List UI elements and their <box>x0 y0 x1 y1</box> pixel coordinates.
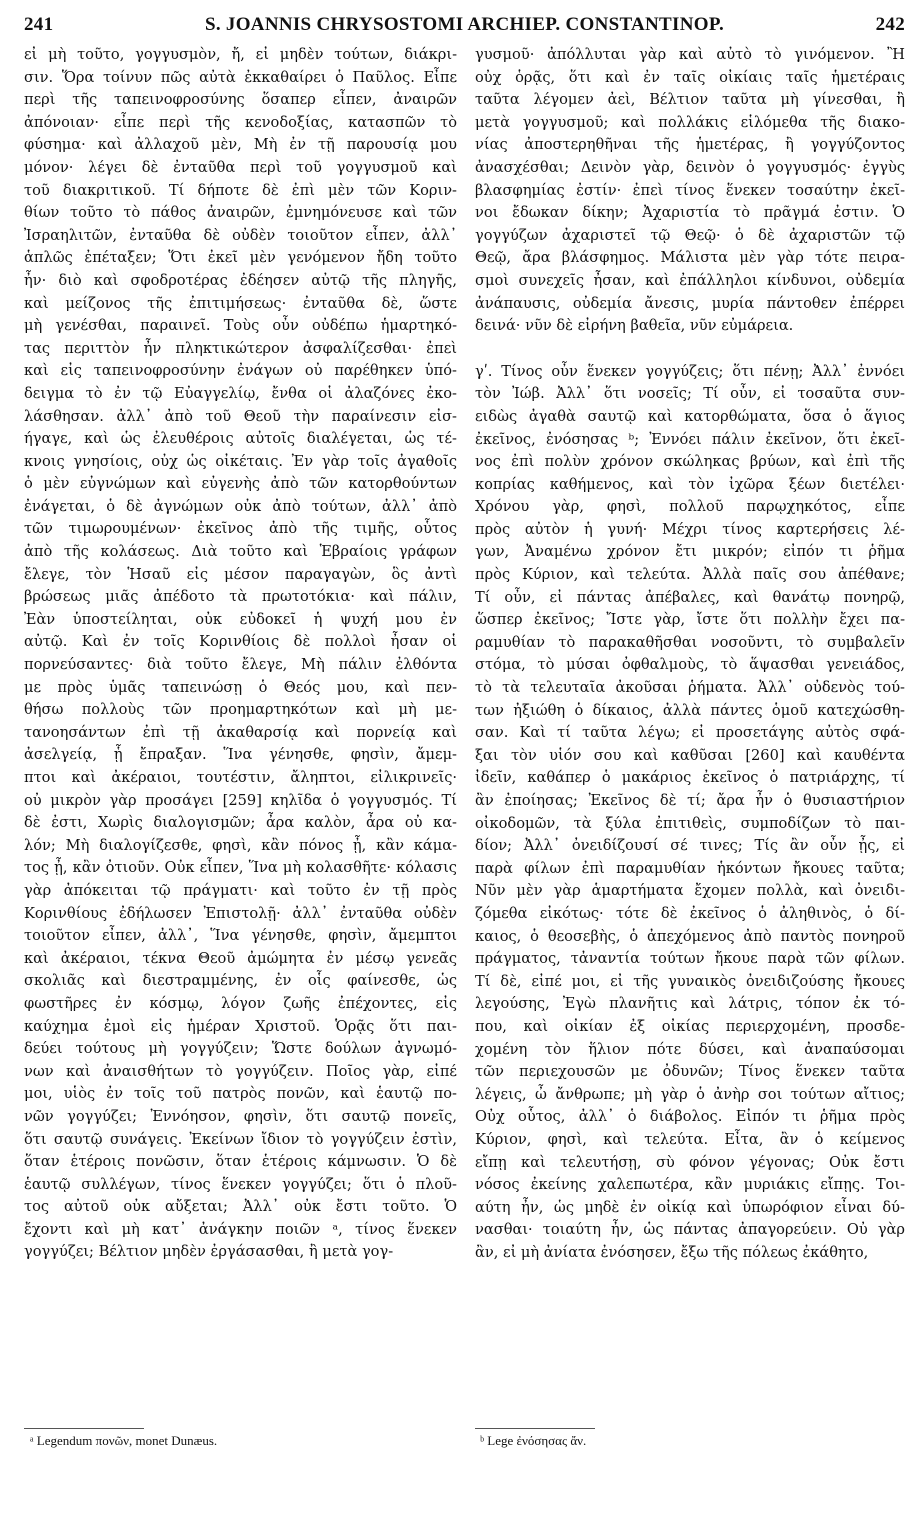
text-line: Τί δὲ, εἰπέ μοι, εἰ τῆς γυναικὸς ὀνειδιζούσης ἤκουες <box>475 972 905 990</box>
text-line: νῶν γογγύζει; Ἐννόησον, φησὶν, ὅτι σαυτῷ πονεῖς, <box>24 1107 457 1125</box>
text-line: γυσμοῦ· ἀπόλλυται γὰρ καὶ αὐτὸ τὸ γινόμενον. Ἢ <box>475 46 905 63</box>
text-line: τος αὐτοῦ οὐκ αὔξεται; Ἀλλ᾽ οὐκ ἔστι τοῦτο. Ὁ <box>24 1198 457 1216</box>
text-line: μοι, υἱὸς ἐν τοῖς τοῦ πατρὸς πονῶν, καὶ ἑαυτῷ πο- <box>24 1085 457 1103</box>
text-line: Χρόνου γὰρ, φησὶ, πολλοῦ παρῳχηκότος, εἶπε <box>475 498 905 516</box>
text-line: ἔχοντι καὶ μὴ κατ᾽ ἀνάγκην ποιῶν ᵃ, τίνος ἕνεκεν <box>24 1220 457 1238</box>
text-line: ἦν· διὸ καὶ σφοδροτέρας ἐδέησεν αὐτῷ τῆς πληγῆς, <box>24 271 457 289</box>
text-line: των ἠξιώθη ὁ δίκαιος, ἀλλὰ πάντες ὁμοῦ κατεχώσθη- <box>475 701 905 719</box>
text-line: λάσθησαν. ἀλλ᾽ ἀπὸ τοῦ Θεοῦ τὴν παραίνεσιν εἰσ- <box>24 407 457 425</box>
footnote-left: ᵃ Legendum πονῶν, monet Dunæus. <box>30 1433 218 1448</box>
text-line: καιος, ὁ θεοσεβὴς, ὁ ἀπεχόμενος ἀπὸ παντὸς πονηροῦ <box>475 927 905 945</box>
text-line: Κορινθίους ἐδήλωσεν Ἐπιστολῇ· ἀλλ᾽ ἐνταῦθα οὐδὲν <box>24 904 457 922</box>
text-line: βρώσεως μιᾶς ἀπέδοτο τὰ πρωτοτόκια· καὶ πάλιν, <box>24 588 457 606</box>
text-line: πορνεύσαντες· διὰ τοῦτο ἔλεγε, Μὴ πάλιν ἐλθόντα <box>24 656 457 674</box>
text-line: τας περιττὸν ἦν πληκτικώτερον ἀσφαλίζεσθαι· ἐπεὶ <box>24 339 457 357</box>
text-line: ὅτι σαυτῷ συνάγεις. Ἐκείνων ἴδιον τὸ γογγύζειν ἐστὶν, <box>24 1130 457 1148</box>
page-number-right: 242 <box>875 14 905 35</box>
text-line: Ἐὰν ὑποστείληται, οὐκ εὐδοκεῖ ἡ ψυχή μου ἐν <box>24 610 457 628</box>
text-line: Κύριον, φησὶ, καὶ τελεύτα. Εἶτα, ἂν ὁ κείμενος <box>475 1130 905 1148</box>
text-line: μὴ γενέσθαι, παραινεῖ. Τοὺς οὖν οὐδέπω ἡμαρτηκό- <box>24 317 457 335</box>
text-line: πρὸς Κύριον, καὶ τελεύτα. Ἀλλὰ παῖς σου ἀπέθανε; <box>475 566 905 584</box>
text-line: ὅταν ἑτέροις πονῶσιν, ὅταν ἑτέροις κάμνωσιν. Ὁ δὲ <box>24 1153 457 1171</box>
running-header <box>24 14 905 44</box>
text-line: μόνον· λέγει δὲ ἐνταῦθα περὶ τοῦ γογγυσμοῦ καὶ <box>24 158 457 176</box>
text-line: σμοὶ συνεχεῖς ἦσαν, καὶ ἐπάλληλοι κίνδυνοι, οὐδεμία <box>475 271 905 289</box>
text-line: οὐχ ὁρᾷς, ὅτι καὶ ἐν ταῖς οἰκίαις ταῖς ἡμετέραις <box>475 68 905 86</box>
text-line: ταῦτα λέγομεν ἀεὶ, Βέλτιον ταῦτα μὴ γίνεσθαι, ἢ <box>475 91 905 109</box>
text-line: παρὰ φίλων ἐπὶ παραμυθίαν ἡκόντων ἤκουες ταῦτα; <box>475 859 905 877</box>
text-line: σιν. Ὅρα τοίνυν πῶς αὐτὰ ἐκκαθαίρει ὁ Παῦλος. Εἶπε <box>24 68 457 86</box>
text-line: ἀνασχέσθαι; Δεινὸν γὰρ, δεινὸν ὁ γογγυσμός· ἐγγὺς <box>475 158 905 176</box>
footnote-rule-right <box>475 1428 595 1429</box>
text-line: φύσημα· καὶ ἀλλαχοῦ μὲν, Μὴ ἐν τῇ παρουσίᾳ μου <box>24 136 457 154</box>
text-line: βλασφημίας ἐστίν· ἐπεὶ τίνος ἕνεκεν τοσαύτην ἐκεῖ- <box>475 181 905 199</box>
text-line: θήσω πολλοὺς τῶν προημαρτηκότων καὶ μὴ με- <box>24 701 457 719</box>
text-line: πράγματος, τἀναντία τούτων ἤκουε παρὰ τῶν φίλων. <box>475 950 905 968</box>
text-line: γογγύζων ἀχαριστεῖ τῷ Θεῷ· ὁ δὲ ἀχαριστῶν τῷ <box>475 226 905 244</box>
footnote-right: ᵇ Lege ἐνόσησας ἄν. <box>480 1433 587 1448</box>
text-line: ἐκεῖνος, ἐνόσησας ᵇ; Ἐννόει πάλιν ἐκεῖνον, ὅτι ἐκεῖ- <box>475 430 905 448</box>
text-line: καὶ εἰς ταπεινοφροσύνην ἐνάγων οὐ παρέθηκεν ὑπό- <box>24 362 457 380</box>
text-line: Ἰσραηλιτῶν, ἐνταῦθα δὲ οὐδὲν τοιοῦτον εἶπεν, ἀλλ᾽ <box>24 226 457 244</box>
text-line: λόν; Μὴ διαλογίζεσθε, φησὶ, κἂν πόνος ᾖ, κἂν κάμα- <box>24 836 457 854</box>
text-line: ξαι τὸν υἱόν σου καὶ καθῦσαι [260] καὶ καυθέντα <box>475 746 905 764</box>
text-line: που, καὶ οἰκίαν ἐξ οἰκίας περιερχομένη, προσδε- <box>475 1017 905 1035</box>
footnote-rule-left <box>24 1428 144 1429</box>
text-line: τος ᾖ, κἂν ὀτιοῦν. Οὐκ εἶπεν, Ἵνα μὴ κολασθῆτε· κόλασις <box>24 859 457 877</box>
text-line: ὁ μὲν εὐγνώμων καὶ εὐγενὴς ἀπὸ τῶν κατορθούντων <box>24 475 457 493</box>
text-line: ραμυθίαν τὸ παρακαθῆσθαι νοσοῦντι, τὸ συμβαλεῖν <box>475 633 905 651</box>
text-line: καὶ ἀκέραιοι, τέκνα Θεοῦ ἀμώμητα ἐν μέσῳ γενεᾶς <box>24 949 457 967</box>
text-line: ὥσπερ ἐκεῖνος; Ἴστε γὰρ, ἴστε ὅτι πολλὴν ἔχει πα- <box>475 611 905 629</box>
text-line: δίον; Ἀλλ᾽ ὀνειδίζουσί σέ τινες; Τίς ἂν οὖν ᾖς, εἰ <box>475 837 905 855</box>
text-line: οὐ μικρὸν γὰρ προσάγει [259] κηλῖδα ὁ γογγυσμός. Τί <box>24 791 457 809</box>
text-line: περὶ τῆς ταπεινοφροσύνης ὅσαπερ εἶπεν, ἀναιρῶν <box>24 91 457 109</box>
left-text-column <box>24 44 457 1264</box>
text-line: γογγύζει; Βέλτιον μηδὲν ἐργάσασθαι, ἢ μετὰ γογ- <box>24 1243 394 1261</box>
text-line: σκολιᾶς καὶ διεστραμμένης, ἐν οἷς φαίνεσθε, ὡς <box>24 972 457 990</box>
text-line: ἀσελγείᾳ, ᾗ ἔπραξαν. Ἵνα γένησθε, φησὶν, ἄμεμ- <box>24 746 457 764</box>
text-line: γὰρ ἀπόκειται τῷ πράγματι· καὶ τοῦτο ἐν τῇ πρὸς <box>24 881 457 899</box>
text-line: νασθαι· τοιαύτη ἦν, ὡς πάντας ἀπαγορεύειν. Οὐ γὰρ <box>475 1221 905 1239</box>
text-line: μετὰ γογγυσμοῦ; καὶ πολλάκις εἱλόμεθα τῆς διακο- <box>475 113 905 131</box>
text-line: χομένη τὸν ἥλιον πότε δύσει, καὶ ἀναπαύσομαι <box>475 1040 905 1058</box>
text-line: καύχημα ἐμοὶ εἰς ἡμέραν Χριστοῦ. Ὁρᾷς ὅτι παι- <box>24 1017 457 1035</box>
text-line: στόμα, τὸ μύσαι ὀφθαλμοὺς, τὸ ἅψασθαι γενειάδος, <box>475 656 905 674</box>
text-line: ήγαγε, καὶ ὡς ἐλευθέροις αὐτοῖς διαλέγεται, ὡς τέ- <box>24 430 457 448</box>
text-line: τῶν τιμωρουμένων· ἐκεῖνος ἀπὸ τῆς τιμῆς, οὗτος <box>24 520 457 538</box>
text-line: πτοι καὶ ἀκέραιοι, τουτέστιν, ἄληπτοι, εἰλικρινεῖς· <box>24 769 457 786</box>
text-line: φωστῆρες ἐν κόσμῳ, λόγον ζωῆς ἐπέχοντες, εἰς <box>24 994 457 1012</box>
text-line: αύτη ἦν, ὡς μηδὲ ἐν οἰκίᾳ καὶ ὑπωρόφιον εἶναι δύ- <box>475 1198 905 1216</box>
text-line: πρὸς αὐτὸν ἡ γυνή· Μέχρι τίνος καρτερήσεις λέ- <box>475 520 905 538</box>
text-line: οἰκοδομῶν, τὰ ξύλα ἐπιτιθεὶς, συμποδίζων τὸ παι- <box>475 814 905 832</box>
page-number-left: 241 <box>24 14 54 35</box>
paragraph-gap <box>475 338 905 361</box>
text-line: ἀνάπαυσις, οὐδεμία ἄνεσις, μυρία πάντοθεν ἐπέρρει <box>475 294 905 312</box>
text-line: Νῦν μὲν γὰρ ἁμαρτήματα ἔχομεν πολλὰ, καὶ ὀνειδι- <box>475 882 905 900</box>
text-line: Θεῷ, ἄρα βλάσφημος. Μάλιστα μὲν γὰρ τότε πειρα- <box>475 249 905 267</box>
text-line: θίων τοῦτο τὸ πάθος ἀναιρῶν, ἐμνημόνευσε καὶ τῶν <box>24 204 457 222</box>
text-line: αὐτῷ. Καὶ ἐν τοῖς Κορινθίοις δὲ πολλοὶ ἦσαν οἱ <box>24 633 457 651</box>
text-line: Τί οὖν, εἰ πάντας ἀπέβαλες, καὶ θανάτῳ πονηρῷ, <box>475 588 905 606</box>
text-line: τὸν Ἰώβ. Ἀλλ᾽ ὅτι νοσεῖς; Τί οὖν, εἰ τοσαῦτα συν- <box>475 385 905 403</box>
text-line: νος ἐπὶ πολὺν χρόνον σκώληκας βρύων, καὶ ἐπὶ τῆς <box>475 453 905 471</box>
text-line: Οὐχ οὗτος, ἀλλ᾽ ὁ διάβολος. Εἰπόν τι ῥῆμα πρὸς <box>475 1108 905 1126</box>
text-line: ζόμεθα εἰκότως· τότε δὲ ἐκεῖνος ὁ ἀληθινὸς, ὁ δί- <box>475 904 905 922</box>
text-line: ἀπὸ τῆς κολάσεως. Διὰ τοῦτο καὶ Ἑβραίοις γράφων <box>24 543 457 561</box>
text-line: νων καὶ ἀναισθήτων τὸ γογγύζειν. Ποῖος γὰρ, εἰπέ <box>24 1062 457 1080</box>
text-line: ἔλεγε, τὸν Ἡσαῦ εἰς μέσον παραγαγὼν, ὃς ἀντὶ <box>24 565 457 583</box>
text-line: τοιοῦτον εἶπεν, ἀλλ᾽, Ἵνα γένησθε, φησὶν, ἄμεμπτοι <box>24 927 457 945</box>
text-line: δὲ ἐστι, Χωρὶς διαλογισμῶν; ἆρα καλὸν, ἆρα οὐ κα- <box>24 814 457 832</box>
text-line: δεινά· νῦν δὲ εἰρήνη βαθεῖα, νῦν εὐμάρεια. <box>475 317 794 335</box>
running-title: S. JOANNIS CHRYSOSTOMI ARCHIEP. CONSTANTINOP. <box>204 14 725 35</box>
text-line: τῶν περιεχουσῶν με ὀδυνῶν; Τίνος ἕνεκεν ταῦτα <box>475 1063 905 1081</box>
text-line: ἁπλῶς ἐπέταξεν; Ὅτι ἐκεῖ μὲν γενόμενον ἤδη τοῦτο <box>24 249 457 267</box>
text-line: ειδὼς ἀγαθὰ σαυτῷ καὶ κατορθώματα, ὅσα ὁ ἅγιος <box>475 407 905 425</box>
text-line: νίας ἀποστερηθῆναι τῆς ἡμετέρας, ἢ γογγύζοντος <box>475 136 905 154</box>
text-line: λεγούσης, Ἐγὼ πλανῆτις καὶ λάτρις, τόπον ἐκ τό- <box>475 995 905 1013</box>
text-line: καὶ μείζονος τῆς ἐπιτιμήσεως· ἐνταῦθα δὲ, ὥστε <box>24 294 457 312</box>
text-line: ἀπόνοιαν· εἶπε περὶ τῆς κενοδοξίας, κατασπῶν τὸ <box>24 113 457 131</box>
right-text-column <box>475 44 905 1264</box>
text-line: δεύει τούτους μὴ γογγύζειν; Ὥστε δούλων ἀγνωμό- <box>24 1040 457 1058</box>
text-line: σαν. Καὶ τί ταῦτα λέγω; εἰ προσετάγης αὐτὸς σφά- <box>475 724 905 742</box>
text-line: νοι ἔδωκαν δίκην; Ἀχαριστία τὸ πρᾶγμά ἐστιν. Ὁ <box>475 204 905 222</box>
text-line: τοῦ διακριτικοῦ. Τί δήποτε δὲ ἐπὶ μὲν τῶν Κοριν- <box>24 181 457 199</box>
text-line: λέγεις, ὦ ἄνθρωπε; μὴ γὰρ ὁ ἀνὴρ σοι τούτων αἴτιος; <box>475 1085 905 1103</box>
text-line: ἂν, εἰ μὴ ἀνίατα ἐνόσησεν, ἔξω τῆς πόλεως ἐκάθητο, <box>475 1243 869 1261</box>
text-line: ἐνάγεται, ὁ δὲ ἀγνώμων οὐκ ἀπὸ τούτων, ἀλλ᾽ ἀπὸ <box>24 497 457 515</box>
text-line: ἰδεῖν, καθάπερ ὁ μακάριος ἐκεῖνος ὁ πατριάρχης, τί <box>475 769 905 787</box>
text-line: νόσος ἐκείνης χαλεπωτέρα, κἂν μυριάκις εἴπῃς. Τοι- <box>475 1176 905 1194</box>
text-line: τὸ τὰ τελευταῖα ἀκοῦσαι ῥήματα. Ἀλλ᾽ οὐδενὸς τού- <box>475 679 905 697</box>
text-line: τανοησάντων ἐπὶ τῇ ἀκαθαρσίᾳ καὶ πορνείᾳ καὶ <box>24 723 457 741</box>
text-line: γʹ. Τίνος οὖν ἕνεκεν γογγύζεις; ὅτι πένῃ; Ἀλλ᾽ ἐννόει <box>475 362 905 380</box>
text-line: εἰ μὴ τοῦτο, γογγυσμὸν, ἤ, εἰ μηδὲν τούτων, διάκρι- <box>24 46 457 63</box>
text-line: ἂν ἐποίησας; Ἐκεῖνος δὲ τί; ἄρα ἦν ὁ θυσιαστήριον <box>475 792 905 809</box>
text-line: εἴπῃ καὶ τελευτήσῃ, σὺ φόνον γέγονας; Οὐκ ἔστι <box>475 1153 905 1171</box>
text-line: με πρὸς ὑμᾶς ταπεινώσῃ ὁ Θεός μου, καὶ πεν- <box>24 678 457 696</box>
text-line: ἑαυτῷ συλλέγων, τίνος ἕνεκεν γογγύζει; ὅτι ὁ πλοῦ- <box>24 1175 457 1193</box>
text-line: κνοις γνησίοις, οὐχ ὡς οἰκέταις. Ἐν γὰρ τοῖς ἀγαθοῖς <box>24 452 457 470</box>
text-line: γων, Ἀναμένω χρόνον ἔτι μικρόν; εἰπόν τι ῥῆμα <box>475 543 905 561</box>
text-line: κοπρίας καθήμενος, καὶ τὸν ἰχῶρα ξέων διετέλει· <box>475 475 905 493</box>
text-line: δειγμα τὸ ἐν τῷ Εὐαγγελίῳ, ἔνθα οἱ ἀλαζόνες ἐκο- <box>24 384 457 402</box>
